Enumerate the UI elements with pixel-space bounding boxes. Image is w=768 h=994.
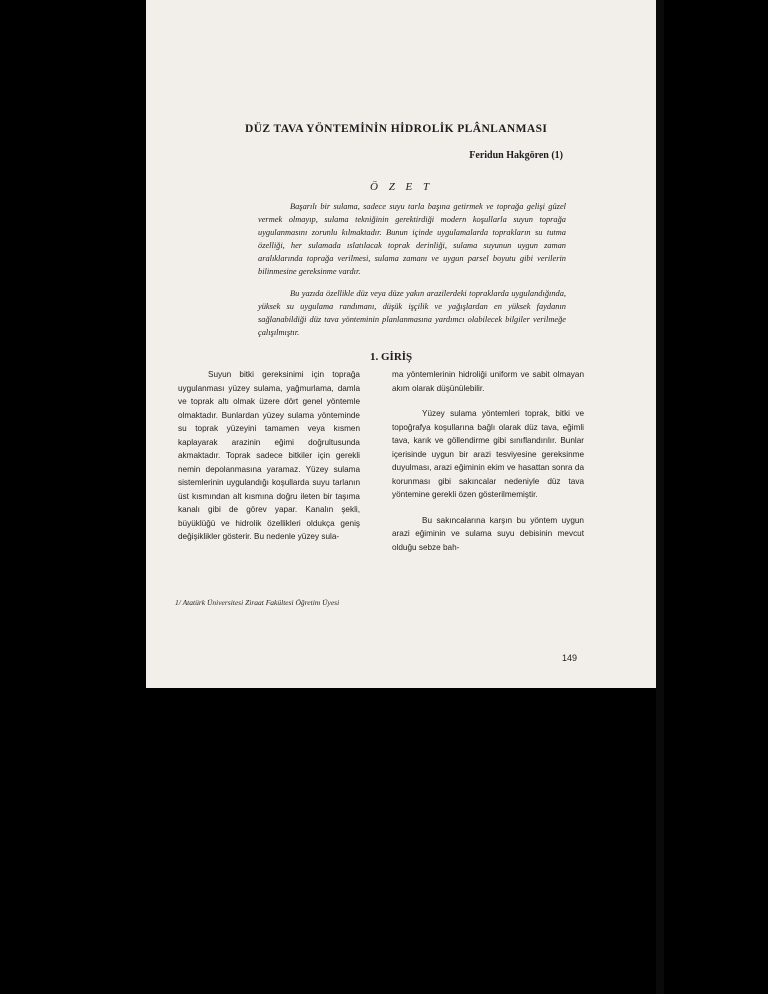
left-column <box>178 368 360 544</box>
left-column-paragraph: Suyun bitki gereksinimi için toprağa uygulanması yüzey sulama, yağmurlama, damla ve toprak altı olmak üzere dört genel yöntemle olmaktadır. Bunlardan yüzey sulama yönteminde su toprak yüzeyini tamamen veya kısmen kaplayarak arazinin eğimi doğrultusunda akmaktadır. Toprak sadece bitkiler için gerekli nemin depolanmasına yaramaz. Yüzey sulama sistemlerinin uygulandığı koşullarda suyu tarlanın üst kısmından alt kısmına doğru ileten bir taşıma kanalı gibi de görev yapar. Kanalın şekli, büyüklüğü ve hidrolik özellikleri oldukça geniş değişiklikler gösterir. Bu nedenle yüzey sula- <box>178 370 360 541</box>
right-column-paragraph-1: ma yöntemlerinin hidroliği uniform ve sabit olmayan akım olarak düşünülebilir. <box>392 370 584 393</box>
abstract-paragraph-2: Bu yazıda özellikle düz veya düze yakın arazilerdeki topraklarda uygulandığında, yüksek su uygulama randımanı, düşük işçilik ve yağışlardan en yüksek faydanın sağlanabildiği düz tava yönteminin planlanmasına yardımcı olabilecek bilgiler verilmeğe çalışılmıştır. <box>258 289 566 337</box>
scan-gutter <box>656 0 664 994</box>
section-heading: 1. GİRİŞ <box>370 351 413 363</box>
abstract-paragraph-1: Başarılı bir sulama, sadece suyu tarla başına getirmek ve toprağa gelişi güzel vermek olmayıp, sulama tekniğinin gerektirdiği modern koşullarla suyun toprağa uygulanmasını zorunlu kılmaktadır. Bunun içinde uygulamalarda toprakların su tutma özelliği, her sulamada ıslatılacak toprak derinliği, sulama suyunun uygun zaman aralıklarında toprağa verilmesi, sulama zamanı ve uygun parsel boyutu gibi verilerin bilinmesine gereksinme vardır. <box>258 202 566 276</box>
footnote: 1/ Atatürk Üniversitesi Ziraat Fakültesi Öğretim Üyesi <box>175 598 340 607</box>
author-name: Feridun Hakgören (1) <box>469 150 563 161</box>
right-column-paragraph-3: Bu sakıncalarına karşın bu yöntem uygun arazi eğiminin ve sulama suyu debisinin mevcut olduğu sebze bah- <box>392 515 584 552</box>
abstract-heading: Ö Z E T <box>370 181 434 193</box>
paper-page <box>146 0 656 688</box>
article-title: DÜZ TAVA YÖNTEMİNİN HİDROLİK PLÂNLANMASI <box>245 123 548 135</box>
right-column-paragraph-2: Yüzey sulama yöntemleri toprak, bitki ve topoğrafya koşullarına bağlı olarak düz tava, eğimli tava, karık ve göllendirme gibi sınıflandırılır. Bunlar içerisinde uygun bir arazi tesviyesine gereksinme duyulması, arazi eğiminin ekim ve hasattan sonra da korunması gibi sakıncalar nedeniyle düz tava yöntemine gerekli özen gösterilmemiştir. <box>392 409 584 499</box>
right-column <box>392 368 584 554</box>
page-number: 149 <box>562 653 578 663</box>
